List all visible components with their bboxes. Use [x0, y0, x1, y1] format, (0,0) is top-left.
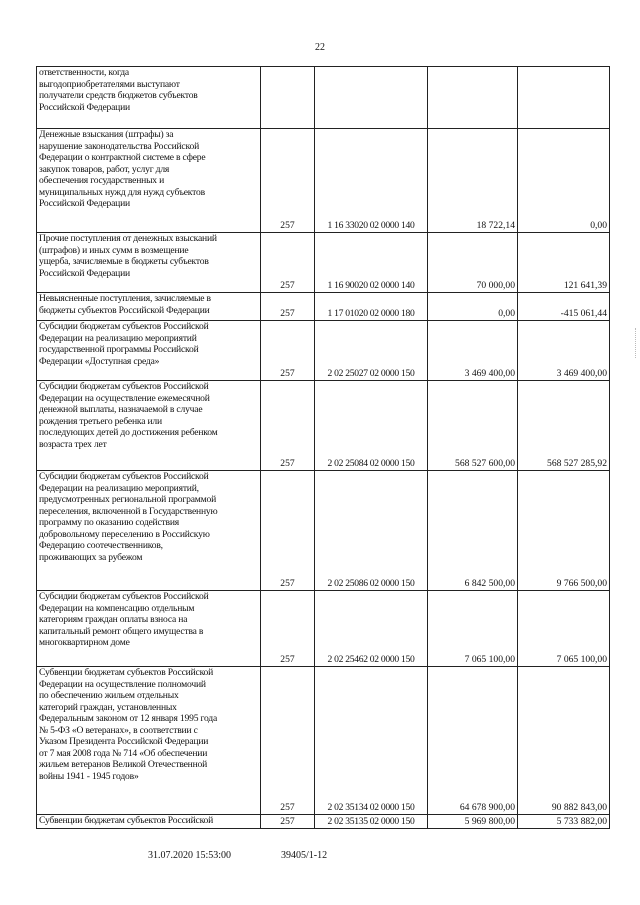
row-description — [37, 815, 261, 829]
table-row — [37, 815, 610, 829]
executed-amount: 9 766 500,00 — [518, 471, 610, 591]
description-line: предусмотренных региональной программой — [39, 494, 217, 505]
row-description — [37, 471, 261, 591]
executed-amount: 0,00 — [518, 129, 610, 233]
budget-classification-code: 2 02 25462 02 0000 150 — [315, 591, 428, 667]
description-line: Субсидии бюджетам субъектов Российской — [39, 321, 209, 332]
description-line: ущерба, зачисляемые в бюджеты субъектов — [39, 256, 209, 267]
description-line: добровольному переселению в Российскую — [39, 528, 210, 540]
description-line: Российской Федерации — [39, 198, 130, 209]
executed-amount: 5 733 882,00 — [518, 815, 610, 829]
description-line: государственной программы Российской — [39, 344, 199, 355]
row-description — [37, 129, 261, 233]
admin-code: 257 — [261, 471, 315, 591]
budget-classification-code: 1 16 33020 02 0000 140 — [315, 129, 428, 233]
row-description — [37, 67, 261, 129]
description-line: категорий граждан, установленных — [39, 701, 177, 713]
row-description — [37, 321, 261, 381]
table-row — [37, 667, 610, 815]
description-line: Денежные взыскания (штрафы) за — [39, 129, 174, 140]
description-line: от 7 мая 2008 года № 714 «Об обеспечении — [39, 747, 208, 759]
budget-classification-code: 2 02 35135 02 0000 150 — [315, 815, 428, 829]
description-line: нарушение законодательства Российской — [39, 140, 199, 152]
description-line: (штрафов) и иных сумм в возмещение — [39, 244, 189, 256]
page-number: 22 — [315, 42, 325, 53]
row-description — [37, 591, 261, 667]
plan-amount: 5 969 800,00 — [428, 815, 518, 829]
budget-classification-code: 2 02 35134 02 0000 150 — [315, 667, 428, 815]
plan-amount — [428, 67, 518, 129]
admin-code: 257 — [261, 293, 315, 321]
description-line: Федерации на осуществление ежемесячной — [39, 392, 210, 404]
description-line: закупок товаров, работ, услуг для — [39, 163, 170, 175]
plan-amount: 0,00 — [428, 293, 518, 321]
description-line: получатели средств бюджетов субъектов — [39, 90, 198, 101]
description-line: Федерацию соотечественников, — [39, 540, 163, 551]
table-row — [37, 591, 610, 667]
description-line: войны 1941 - 1945 годов» — [39, 770, 139, 782]
description-line: рождения третьего ребенка или — [39, 415, 162, 427]
footer-document-number: 39405/1-12 — [281, 850, 328, 861]
description-line: Субвенции бюджетам субъектов Российской — [39, 667, 214, 678]
plan-amount: 568 527 600,00 — [428, 381, 518, 471]
table-row — [37, 321, 610, 381]
description-line: категориям граждан оплаты взноса на — [39, 614, 188, 625]
description-line: обеспечения государственных и — [39, 175, 165, 186]
description-line: программу по оказанию содействия — [39, 517, 180, 528]
description-line: Федерации на реализацию мероприятий, — [39, 482, 199, 494]
executed-amount: 7 065 100,00 — [518, 591, 610, 667]
description-line: выгодоприобретателями выступают — [39, 78, 180, 90]
description-line: Федерации на осуществление полномочий — [39, 678, 206, 690]
admin-code: 257 — [261, 233, 315, 293]
description-line: бюджеты субъектов Российской Федерации — [39, 304, 210, 316]
description-line: многоквартирном доме — [39, 637, 130, 648]
admin-code: 257 — [261, 815, 315, 829]
description-line: Российской Федерации — [39, 101, 130, 113]
budget-classification-code: 2 02 25086 02 0000 150 — [315, 471, 428, 591]
plan-amount: 3 469 400,00 — [428, 321, 518, 381]
description-line: денежной выплаты, назначаемой в случае — [39, 404, 203, 415]
budget-classification-code: 1 16 90020 02 0000 140 — [315, 233, 428, 293]
table-body — [37, 67, 610, 829]
description-line: Субсидии бюджетам субъектов Российской — [39, 591, 209, 602]
footer-timestamp: 31.07.2020 15:53:00 — [148, 850, 232, 861]
row-description — [37, 233, 261, 293]
admin-code: 257 — [261, 667, 315, 815]
executed-amount: -415 061,44 — [518, 293, 610, 321]
description-line: по обеспечению жильем отдельных — [39, 690, 179, 701]
executed-amount — [518, 67, 610, 129]
description-line: Прочие поступления от денежных взысканий — [39, 233, 217, 244]
admin-code: 257 — [261, 129, 315, 233]
executed-amount: 90 882 843,00 — [518, 667, 610, 815]
table-row — [37, 233, 610, 293]
admin-code — [261, 67, 315, 129]
description-line: проживающих за рубежом — [39, 551, 143, 563]
admin-code: 257 — [261, 591, 315, 667]
budget-revenue-table — [36, 66, 610, 829]
budget-classification-code — [315, 67, 428, 129]
scan-edge-mark — [631, 328, 636, 358]
table-row — [37, 129, 610, 233]
description-line: капитальный ремонт общего имущества в — [39, 625, 204, 637]
executed-amount: 121 641,39 — [518, 233, 610, 293]
admin-code: 257 — [261, 381, 315, 471]
executed-amount: 568 527 285,92 — [518, 381, 610, 471]
description-line: Федеральным законом от 12 января 1995 года — [39, 713, 218, 724]
description-line: возраста трех лет — [39, 438, 107, 450]
description-line: Невыясненные поступления, зачисляемые в — [39, 293, 211, 304]
description-line: Указом Президента Российской Федерации — [39, 736, 209, 747]
description-line: Российской Федерации — [39, 267, 130, 279]
budget-classification-code: 2 02 25027 02 0000 150 — [315, 321, 428, 381]
row-description — [37, 381, 261, 471]
executed-amount: 3 469 400,00 — [518, 321, 610, 381]
table-row — [37, 293, 610, 321]
admin-code: 257 — [261, 321, 315, 381]
plan-amount: 6 842 500,00 — [428, 471, 518, 591]
description-line: Субвенции бюджетам субъектов Российской — [39, 815, 214, 826]
description-line: Субсидии бюджетам субъектов Российской — [39, 471, 209, 482]
row-description — [37, 667, 261, 815]
plan-amount: 64 678 900,00 — [428, 667, 518, 815]
description-line: переселения, включенной в Государственную — [39, 505, 218, 517]
description-line: № 5-ФЗ «О ветеранах», в соответствии с — [39, 724, 198, 736]
table-row — [37, 471, 610, 591]
description-line: Федерации о контрактной системе в сфере — [39, 152, 206, 163]
budget-classification-code: 2 02 25084 02 0000 150 — [315, 381, 428, 471]
description-line: Федерации на реализацию мероприятий — [39, 332, 197, 344]
table-row — [37, 381, 610, 471]
row-description — [37, 293, 261, 321]
description-line: Федерации «Доступная среда» — [39, 355, 160, 367]
description-line: муниципальных нужд для нужд субъектов — [39, 186, 205, 198]
plan-amount: 70 000,00 — [428, 233, 518, 293]
plan-amount: 7 065 100,00 — [428, 591, 518, 667]
description-line: Федерации на компенсацию отдельным — [39, 602, 195, 614]
table-row — [37, 67, 610, 129]
description-line: Субсидии бюджетам субъектов Российской — [39, 381, 209, 392]
description-line: последующих детей до достижения ребенком — [39, 427, 218, 438]
description-line: жильем ветеранов Великой Отечественной — [39, 759, 208, 770]
plan-amount: 18 722,14 — [428, 129, 518, 233]
description-line: ответственности, когда — [39, 67, 129, 78]
budget-classification-code: 1 17 01020 02 0000 180 — [315, 293, 428, 321]
